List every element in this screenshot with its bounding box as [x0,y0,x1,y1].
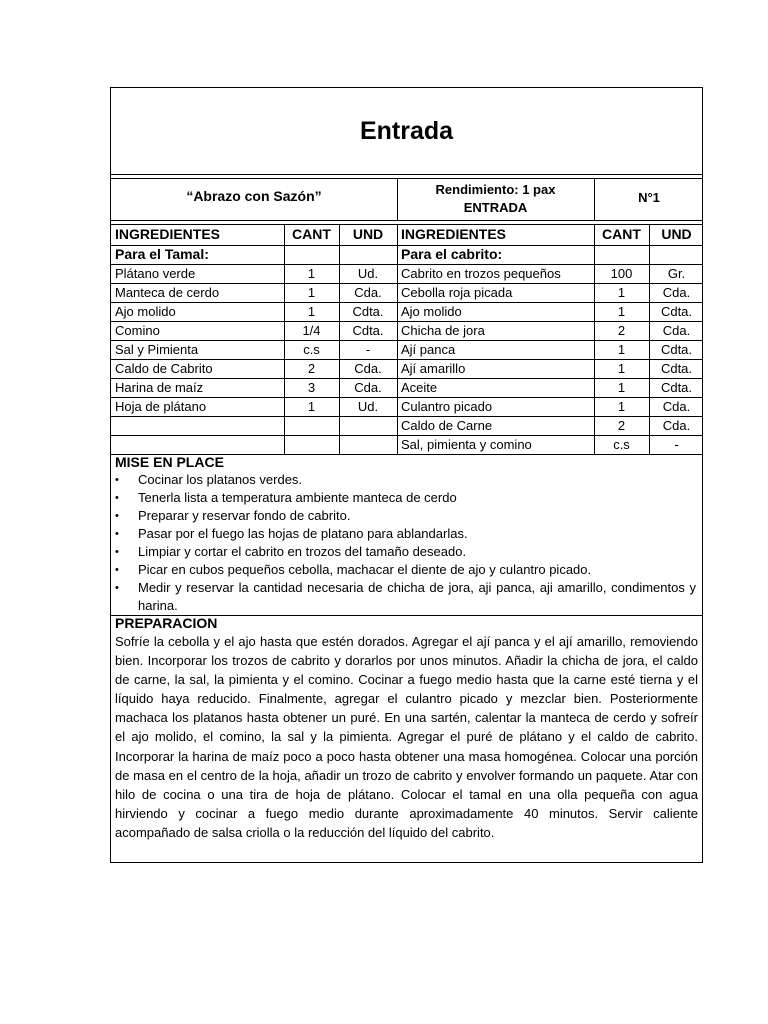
ingredient-qty: c.s [303,342,320,357]
column-header-unit: UND [661,226,692,242]
ingredient-qty: 1 [617,361,626,376]
bullet-icon: • [115,474,119,486]
ingredient-unit: Cdta. [660,342,693,357]
column-header-unit: UND [352,226,384,242]
mise-en-place-item [111,489,702,507]
ingredient-qty: 2 [617,323,626,338]
column-header-qty: CANT [602,226,641,242]
ingredient-unit: Cda. [354,285,382,300]
ingredient-unit: Cda. [662,323,691,338]
ingredient-unit: Cdta. [660,380,693,395]
ingredient-unit: Cdta. [352,304,384,319]
ingredient-unit: Gr. [667,266,686,281]
ingredient-qty: 1/4 [302,323,321,338]
section-label-cabrito: Para el cabrito: [401,246,503,262]
divider [111,224,702,225]
section-label-tamal: Para el Tamal: [115,246,209,262]
divider [111,178,702,179]
recipe-name: “Abrazo con Sazón” [186,188,322,204]
recipe-card [110,87,703,863]
ingredient-name: Plátano verde [115,266,196,281]
ingredient-unit: Cdta. [660,304,693,319]
mise-en-place-item [111,543,702,561]
ingredient-unit: Cda. [354,361,382,376]
mise-en-place-text: Limpiar y cortar el cabrito en trozos del tamaño deseado. [138,544,467,559]
ingredient-qty: 1 [307,266,316,281]
mise-en-place-item [111,561,702,579]
ingredient-unit: - [365,342,371,357]
page-title: Entrada [359,116,454,145]
mise-en-place-text: Picar en cubos pequeños cebolla, machacar el diente de ajo y culantro picado. [138,562,592,577]
ingredient-name: Caldo de Cabrito [115,361,213,376]
ingredient-name: Hoja de plátano [115,399,207,414]
table-rule [284,224,285,454]
mise-en-place-heading: MISE EN PLACE [115,454,224,470]
ingredient-qty: 2 [307,361,316,376]
yield-type: ENTRADA [463,200,528,215]
mise-en-place-item [111,471,702,489]
ingredient-unit: Ud. [357,399,379,414]
ingredient-name: Ají panca [401,342,456,357]
bullet-icon: • [115,510,119,522]
bullet-icon: • [115,546,119,558]
column-header-qty: CANT [292,226,331,242]
ingredient-name: Sal y Pimienta [115,342,199,357]
divider [111,220,702,221]
ingredient-name: Culantro picado [401,399,493,414]
ingredient-name: Manteca de cerdo [115,285,220,300]
mise-en-place-item [111,525,702,543]
ingredient-qty: 100 [610,266,633,281]
ingredient-qty: 1 [617,304,626,319]
table-rule [397,224,398,454]
ingredient-unit: Cdta. [352,323,384,338]
ingredient-qty: 3 [307,380,316,395]
ingredient-name: Harina de maíz [115,380,204,395]
preparacion-heading: PREPARACION [115,615,218,631]
ingredient-name: Ajo molido [401,304,462,319]
ingredient-name: Cabrito en trozos pequeños [401,266,561,281]
ingredient-qty: 1 [617,285,626,300]
bullet-icon: • [115,528,119,540]
ingredient-name: Sal, pimienta y comino [401,437,532,452]
mise-en-place-text: Tenerla lista a temperatura ambiente manteca de cerdo [138,490,457,505]
ingredient-name: Aceite [401,380,438,395]
ingredient-name: Chicha de jora [401,323,485,338]
bullet-icon: • [115,582,119,594]
ingredient-qty: 1 [617,380,626,395]
recipe-number: N°1 [638,190,660,205]
ingredient-qty: c.s [613,437,630,452]
mise-en-place-text: Pasar por el fuego las hojas de platano para ablandarlas. [138,526,468,541]
ingredient-unit: Cda. [662,399,691,414]
ingredient-name: Ajo molido [115,304,176,319]
ingredient-qty: 1 [617,342,626,357]
column-header-ingredients: INGREDIENTES [115,226,221,242]
ingredient-name: Caldo de Carne [401,418,493,433]
table-rule [339,224,340,454]
ingredient-unit: Cda. [354,380,382,395]
ingredient-qty: 1 [307,304,316,319]
ingredient-name: Cebolla roja picada [401,285,513,300]
mise-en-place-text: Medir y reservar la cantidad necesaria de chicha de jora, aji panca, aji amarillo, condimentos y harina. [138,580,696,613]
ingredient-unit: Cdta. [660,361,693,376]
ingredient-unit: Ud. [357,266,379,281]
mise-en-place-text: Cocinar los platanos verdes. [138,472,303,487]
mise-en-place-list [111,471,702,615]
bullet-icon: • [115,492,119,504]
ingredient-name: Ají amarillo [401,361,466,376]
ingredient-unit: Cda. [662,285,691,300]
ingredient-name: Comino [115,323,160,338]
mise-en-place-text: Preparar y reservar fondo de cabrito. [138,508,351,523]
ingredient-qty: 2 [617,418,626,433]
bullet-icon: • [115,564,119,576]
yield-label: Rendimiento: 1 pax [435,182,556,197]
mise-en-place-item [111,579,702,615]
ingredient-qty: 1 [307,399,316,414]
ingredient-qty: 1 [617,399,626,414]
ingredient-unit: Cda. [662,418,691,433]
ingredient-unit: - [674,437,679,452]
divider [111,174,702,175]
preparacion-text: Sofríe la cebolla y el ajo hasta que estén dorados. Agregar el ají panca y el ají amarillo, removiendo bien. Incorporar los trozos de cabrito y dorarlos por unos minutos. Añadir la chicha de jora, el caldo de carne, la sal, la pimienta y el comino. Cocinar a fuego medio hasta que la carne esté tierna y el líquido haya reducido. Finalmente, agregar el culantro picado y mezclar bien. Posteriormente machaca los platanos hasta obtener un puré. En una sartén, calentar la manteca de cerdo y sofreír el ajo molido, el comino, la sal y la pimienta. Agregar el puré de plátano y el caldo de cabrito. Incorporar la harina de maíz poco a poco hasta obtener una masa homogénea. Colocar una porción de masa en el centro de la hoja, añadir un trozo de cabrito y envolver formando un paquete. Atar con hilo de cocina o una tira de hoja de plátano. Colocar el tamal en una olla pequeña con agua hirviendo y cocinar a fuego medio durante aproximadamente 40 minutos. Servir caliente acompañado de salsa criolla o la reducción del líquido del cabrito. [115,634,698,840]
ingredient-qty: 1 [307,285,316,300]
column-header-ingredients: INGREDIENTES [401,226,507,242]
mise-en-place-item [111,507,702,525]
